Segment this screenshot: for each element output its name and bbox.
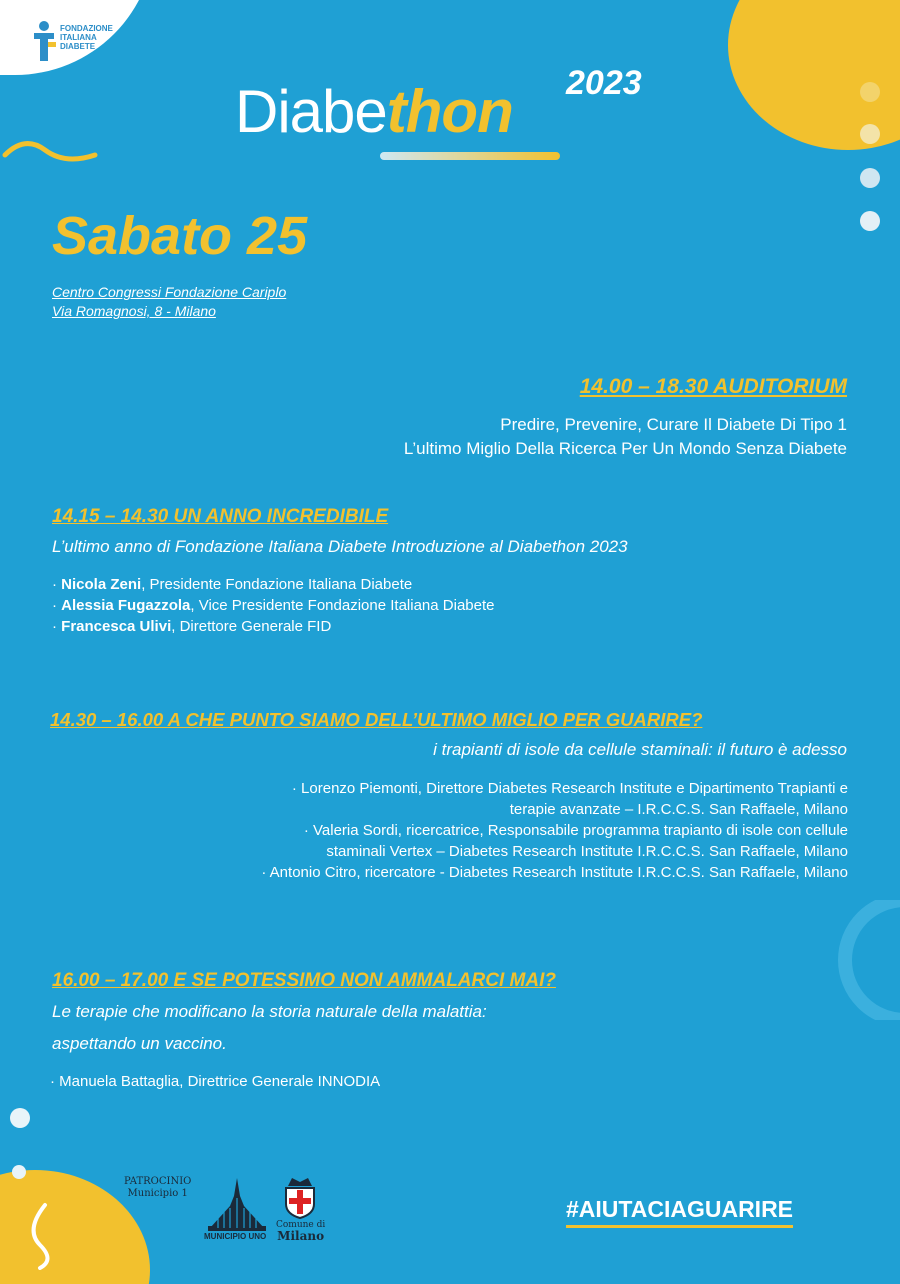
decorative-dot <box>860 168 880 188</box>
auditorium-heading: 14.00 – 18.30 AUDITORIUM <box>579 375 847 398</box>
speaker-item: · Alessia Fugazzola, Vice Presidente Fondazione Italiana Diabete <box>52 597 495 614</box>
session3-subtitle: Le terapie che modificano la storia naturale della malattia: aspettando un vaccino. <box>52 1002 487 1053</box>
comune-milano-crest-icon <box>280 1176 320 1220</box>
session1-subtitle: L’ultimo anno di Fondazione Italiana Diabete Introduzione al Diabethon 2023 <box>52 537 628 556</box>
municipio-uno-logo-icon <box>204 1176 270 1232</box>
municipio-uno-label: MUNICIPIO UNO <box>204 1232 267 1241</box>
decorative-circle-outline <box>810 900 900 1020</box>
decorative-dot <box>860 124 880 144</box>
patronage-text: PATROCINIO Municipio 1 <box>124 1176 192 1199</box>
title-underline <box>380 152 560 160</box>
session2-subtitle: i trapianti di isole da cellule staminali: il futuro è adesso <box>433 740 847 759</box>
session1-heading: 14.15 – 14.30 UN ANNO INCREDIBILE <box>52 506 389 527</box>
event-year: 2023 <box>566 64 642 102</box>
speaker-item: · Francesca Ulivi, Direttore Generale FID <box>52 618 332 635</box>
session2-heading: 14.30 – 16.00 A CHE PUNTO SIAMO DELL’ULTIMO MIGLIO PER GUARIRE? <box>50 709 703 730</box>
decorative-wave-white <box>20 1200 60 1270</box>
event-title: Diabethon <box>235 78 513 145</box>
venue: Centro Congressi Fondazione Cariplo Via Romagnosi, 8 - Milano <box>52 284 287 319</box>
auditorium-description: Predire, Prevenire, Curare Il Diabete Di Tipo 1 L’ultimo Miglio Della Ricerca Per Un Mondo Senza Diabete <box>403 415 847 458</box>
decorative-dot <box>12 1165 26 1179</box>
hashtag: #AIUTACIAGUARIRE <box>566 1196 793 1228</box>
decorative-dot <box>860 82 880 102</box>
session3-speaker: · Manuela Battaglia, Direttrice Generale INNODIA <box>50 1073 381 1090</box>
decorative-dot <box>10 1108 30 1128</box>
speaker-item: · Nicola Zeni, Presidente Fondazione Italiana Diabete <box>52 576 413 593</box>
session2-speakers: · Lorenzo Piemonti, Direttore Diabetes Research Institute e Dipartimento Trapianti e terapie avanzate – I.R.C.C.S. San Raffaele, Milano · Valeria Sordi, ricercatrice, Responsabile programma trapianto di isole con cellule staminali Vertex – Diabetes Research Institute I.R.C.C.S. San Raffaele, Milano · Antonio Citro, ricercatore - Diabetes Research Institute I.R.C.C.S. San Raffaele, Milano <box>261 780 848 881</box>
decorative-dot <box>860 211 880 231</box>
fid-logo-text: FONDAZIONE ITALIANA DIABETE <box>60 24 113 51</box>
comune-milano-label: Comune di Milano <box>276 1220 326 1243</box>
event-date: Sabato 25 <box>52 206 308 266</box>
session3-heading: 16.00 – 17.00 E SE POTESSIMO NON AMMALARCI MAI? <box>52 970 556 991</box>
decorative-wave <box>0 130 110 170</box>
session1-speakers <box>52 574 494 637</box>
